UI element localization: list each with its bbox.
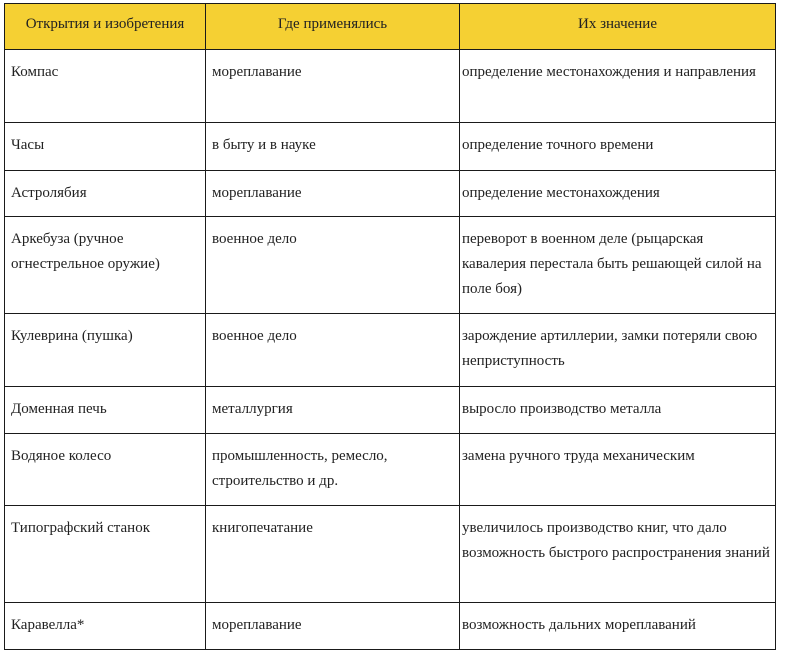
table-row	[5, 506, 776, 603]
table-row	[5, 603, 776, 650]
table-header-row	[5, 4, 776, 50]
cell-significance: замена ручного труда механическим	[460, 434, 776, 506]
cell-where-used: мореплавание	[206, 603, 460, 650]
cell-where-used: военное дело	[206, 217, 460, 314]
cell-where-used: мореплавание	[206, 171, 460, 217]
cell-significance: определение местонахождения	[460, 171, 776, 217]
cell-invention: Астролябия	[5, 171, 206, 217]
table-row	[5, 314, 776, 387]
table-row	[5, 123, 776, 171]
cell-where-used: промышленность, ремесло, строительство и др.	[206, 434, 460, 506]
header-where-used: Где применялись	[206, 4, 460, 50]
cell-where-used: металлургия	[206, 387, 460, 434]
cell-significance: переворот в военном деле (рыцарская кавалерия перестала быть решающей силой на поле боя)	[460, 217, 776, 314]
cell-invention: Водяное колесо	[5, 434, 206, 506]
cell-significance: выросло производство металла	[460, 387, 776, 434]
header-inventions: Открытия и изобретения	[5, 4, 206, 50]
cell-significance: возможность дальних мореплаваний	[460, 603, 776, 650]
cell-where-used: книгопечатание	[206, 506, 460, 603]
cell-where-used: мореплавание	[206, 50, 460, 123]
cell-invention: Каравелла*	[5, 603, 206, 650]
cell-invention: Кулеврина (пушка)	[5, 314, 206, 387]
table-row	[5, 171, 776, 217]
table-row	[5, 387, 776, 434]
table-row	[5, 434, 776, 506]
cell-significance: увеличилось производство книг, что дало возможность быстрого распространения знаний	[460, 506, 776, 603]
cell-significance: зарождение артиллерии, замки потеряли свою неприступность	[460, 314, 776, 387]
cell-invention: Типографский станок	[5, 506, 206, 603]
table-row	[5, 50, 776, 123]
cell-where-used: военное дело	[206, 314, 460, 387]
header-significance: Их значение	[460, 4, 776, 50]
cell-invention: Часы	[5, 123, 206, 171]
cell-invention: Аркебуза (ручное огнестрельное оружие)	[5, 217, 206, 314]
cell-where-used: в быту и в науке	[206, 123, 460, 171]
cell-significance: определение точного времени	[460, 123, 776, 171]
cell-invention: Компас	[5, 50, 206, 123]
cell-significance: определение местонахождения и направления	[460, 50, 776, 123]
inventions-table-wrapper	[4, 3, 776, 650]
inventions-table	[4, 3, 776, 650]
table-row	[5, 217, 776, 314]
cell-invention: Доменная печь	[5, 387, 206, 434]
